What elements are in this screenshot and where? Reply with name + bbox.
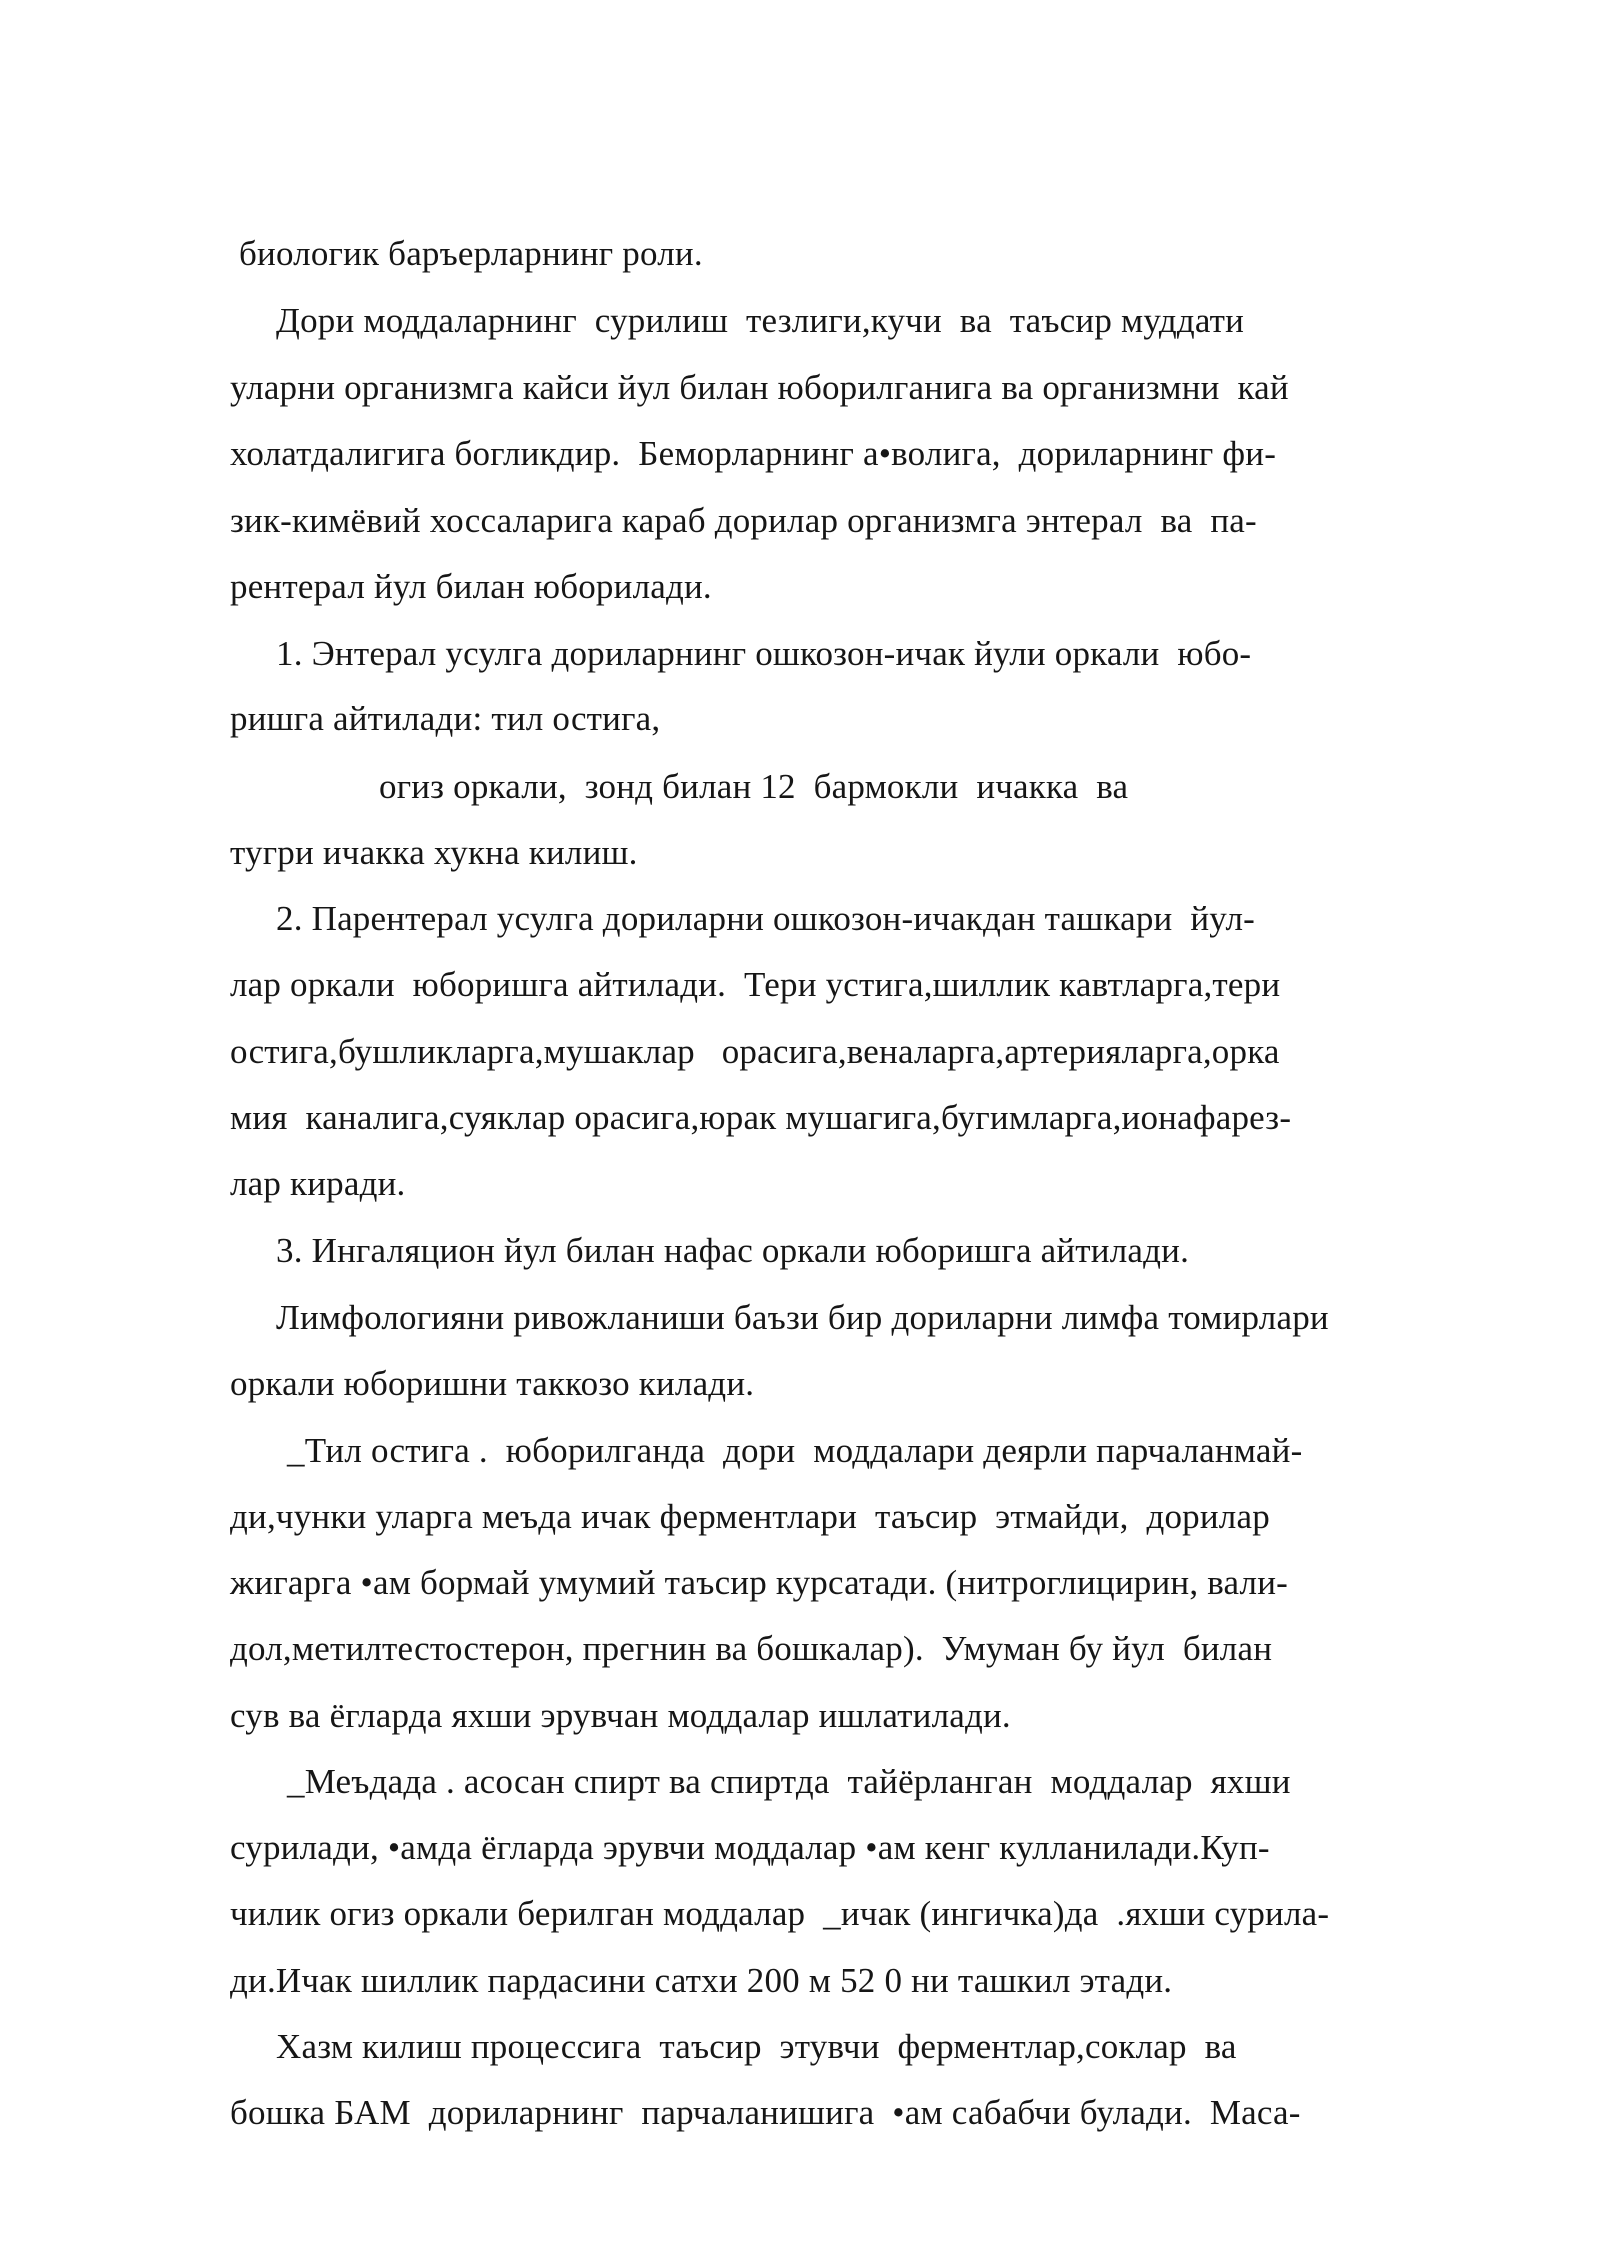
text-line: биологик баръерларнинг роли. bbox=[239, 234, 703, 273]
text-line: остига,бушликларга,мушаклар орасига,веналарга,артерияларга,орка bbox=[230, 1032, 1280, 1071]
text-line: ди,чунки уларга меъда ичак ферментлари таъсир этмайди, дорилар bbox=[230, 1497, 1270, 1536]
text-line: тугри ичакка хукна килиш. bbox=[230, 833, 638, 872]
text-line: уларни организмга кайси йул билан юборилганига ва организмни кай bbox=[230, 368, 1289, 407]
text-line: дол,метилтестостерон, прегнин ва бошкалар). Умуман бу йул билан bbox=[230, 1629, 1273, 1668]
text-line: мия каналига,суяклар орасига,юрак мушагига,бугимларга,ионафарез- bbox=[230, 1098, 1292, 1137]
text-line: холатдалигига богликдир. Беморларнинг а•волига, дориларнинг фи- bbox=[230, 434, 1277, 473]
text-line: лар киради. bbox=[230, 1164, 406, 1203]
text-line: оркали юборишни таккозо килади. bbox=[230, 1364, 755, 1403]
text-line: чилик огиз оркали берилган моддалар _ичак (ингичка)да .яхши сурила- bbox=[230, 1894, 1330, 1933]
text-line: жигарга •ам бормай умумий таъсир курсатади. (нитроглицирин, вали- bbox=[230, 1563, 1288, 1602]
text-line: огиз оркали, зонд билан 12 бармокли ичакка ва bbox=[379, 767, 1129, 806]
text-line: Дори моддаларнинг сурилиш тезлиги,кучи ва таъсир муддати bbox=[276, 301, 1245, 340]
text-line: зик-кимёвий хоссаларига караб дорилар организмга энтерал ва па- bbox=[230, 501, 1257, 540]
text-line: сурилади, •амда ёгларда эрувчи моддалар •ам кенг кулланилади.Куп- bbox=[230, 1828, 1270, 1867]
text-line: Лимфологияни ривожланиши баъзи бир дориларни лимфа томирлари bbox=[276, 1298, 1329, 1337]
text-line: бошка БАМ дориларнинг парчаланишига •ам сабабчи булади. Маса- bbox=[230, 2093, 1301, 2132]
text-line: рентерал йул билан юборилади. bbox=[230, 567, 712, 606]
text-line: лар оркали юборишга айтилади. Тери устига,шиллик кавтларга,тери bbox=[230, 965, 1281, 1004]
text-line: Хазм килиш процессига таъсир этувчи ферментлар,соклар ва bbox=[276, 2027, 1237, 2066]
text-line: 3. Ингаляцион йул билан нафас оркали юборишга айтилади. bbox=[276, 1231, 1190, 1270]
text-line: _Меъдада . асосан спирт ва спиртда тайёрланган моддалар яхши bbox=[287, 1762, 1291, 1801]
text-line: 2. Парентерал усулга дориларни ошкозон-ичакдан ташкари йул- bbox=[276, 899, 1255, 938]
text-line: 1. Энтерал усулга дориларнинг ошкозон-ичак йули оркали юбо- bbox=[276, 634, 1252, 673]
text-line: ди.Ичак шиллик пардасини сатхи 200 м 52 0 ни ташкил этади. bbox=[230, 1961, 1173, 2000]
text-line: _Тил остига . юборилганда дори моддалари деярли парчаланмай- bbox=[287, 1431, 1303, 1470]
text-line: сув ва ёгларда яхши эрувчан моддалар ишлатилади. bbox=[230, 1696, 1011, 1735]
text-line: ришга айтилади: тил остига, bbox=[230, 699, 661, 738]
